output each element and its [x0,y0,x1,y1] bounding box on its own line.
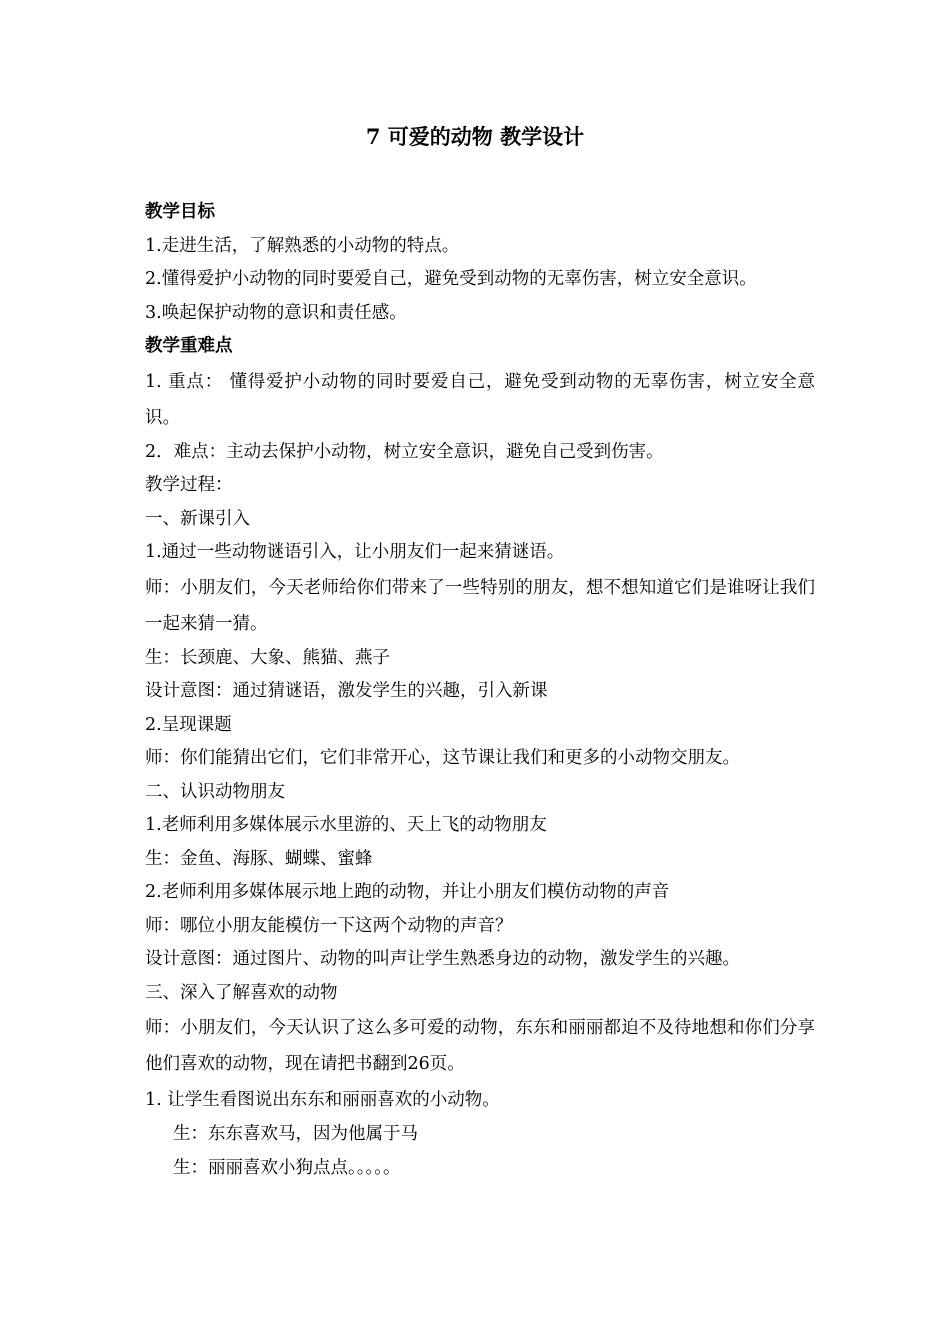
section-heading-objectives: 教学目标 [145,202,215,222]
paragraph: 1.通过一些动物谜语引入，让小朋友们一起来猜谜语。 [145,542,565,562]
paragraph: 设计意图：通过图片、动物的叫声让学生熟悉身边的动物，激发学生的兴趣。 [145,949,740,969]
paragraph: 设计意图：通过猜谜语，激发学生的兴趣，引入新课 [145,681,548,701]
paragraph: 生：金鱼、海豚、蝴蝶、蜜蜂 [145,848,373,869]
section-heading-key-points: 教学重难点 [145,336,233,356]
subsection-heading: 三、深入了解喜欢的动物 [145,982,338,1003]
document-title: 7 可爱的动物 教学设计 [365,124,585,149]
paragraph: 师：小朋友们，今天老师给你们带来了一些特别的朋友，想不想知道它们是谁呀让我们一起来猜一猜。 [145,577,815,634]
paragraph: 生：长颈鹿、大象、熊猫、燕子 [145,647,390,668]
paragraph: 师：小朋友们，今天认识了这么多可爱的动物，东东和丽丽都迫不及待地想和你们分享他们喜欢的动物，现在请把书翻到26页。 [145,1018,815,1074]
subsection-heading: 一、新课引入 [145,508,250,529]
paragraph: 1. 让学生看图说出东东和丽丽喜欢的小动物。 [145,1090,500,1110]
document-body [145,196,815,1185]
paragraph: 2.老师利用多媒体展示地上跑的动物，并让小朋友们模仿动物的声音 [145,882,670,902]
paragraph: 1.老师利用多媒体展示水里游的、天上飞的动物朋友 [145,815,547,835]
paragraph: 2．难点：主动去保护小动物，树立安全意识，避免自己受到伤害。 [145,441,664,462]
paragraph: 2.懂得爱护小动物的同时要爱自己，避免受到动物的无辜伤害，树立安全意识。 [145,269,757,289]
paragraph: 1.走进生活，了解熟悉的小动物的特点。 [145,235,460,256]
subsection-heading: 二、认识动物朋友 [145,781,285,802]
paragraph: 师：哪位小朋友能模仿一下这两个动物的声音？ [145,915,513,936]
paragraph: 1. 重点： 懂得爱护小动物的同时要爱自己，避免受到动物的无辜伤害，树立安全意识。 [145,371,815,428]
paragraph: 3.唤起保护动物的意识和责任感。 [145,302,407,323]
paragraph: 师：你们能猜出它们，它们非常开心，这节课让我们和更多的小动物交朋友。 [145,748,740,768]
paragraph: 2.呈现课题 [145,714,232,735]
paragraph: 生：东东喜欢马，因为他属于马 [173,1124,418,1144]
section-label-process: 教学过程： [145,475,233,495]
paragraph: 生：丽丽喜欢小狗点点。。。。。 [173,1157,401,1178]
